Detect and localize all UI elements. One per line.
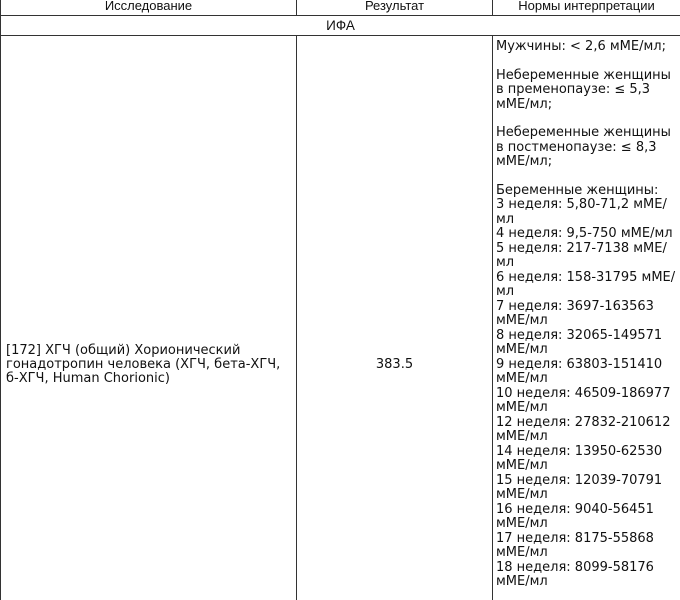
result-cell	[297, 36, 493, 600]
table-row	[1, 36, 680, 600]
pregnancy-week-item: 17 неделя: 8175-55868 мМЕ/мл	[496, 530, 654, 560]
result-value: 383.5	[375, 357, 414, 372]
pregnancy-week-item: 15 неделя: 12039-70791 мМЕ/мл	[496, 472, 663, 502]
header-norms: Нормы интерпретации	[493, 0, 680, 16]
norm-postmenopause: Небеременные женщины в постменопаузе: ≤ 8,3 мМЕ/мл;	[496, 125, 671, 169]
pregnancy-week-item: 16 неделя: 9040-56451 мМЕ/мл	[496, 501, 654, 531]
study-name: [172] ХГЧ (общий) Хорионический гонадотропин человека (ХГЧ, бета-ХГЧ, б-ХГЧ, Human Chorionic)	[6, 343, 281, 386]
pregnancy-week-item: 6 неделя: 158-31795 мМЕ/мл	[496, 269, 676, 299]
pregnancy-week-item: 4 неделя: 9,5-750 мМЕ/мл	[496, 226, 673, 241]
pregnancy-week-item: 10 неделя: 46509-186977 мМЕ/мл	[496, 385, 671, 415]
pregnancy-week-item: 18 неделя: 8099-58176 мМЕ/мл	[496, 559, 654, 589]
table-header-row	[1, 0, 680, 16]
norms-cell	[493, 36, 680, 600]
norm-premenopause: Небеременные женщины в пременопаузе: ≤ 5,3 мМЕ/мл;	[496, 67, 671, 112]
section-row	[1, 16, 680, 36]
norm-men: Мужчины: < 2,6 мМЕ/мл;	[496, 39, 666, 54]
pregnancy-week-item: 14 неделя: 13950-62530 мМЕ/мл	[496, 443, 663, 473]
section-title: ИФА	[1, 16, 680, 36]
study-cell	[1, 36, 297, 600]
pregnancy-week-item: 8 неделя: 32065-149571 мМЕ/мл	[496, 327, 663, 357]
header-result: Результат	[297, 0, 493, 16]
header-study: Исследование	[1, 0, 297, 16]
pregnancy-week-item: 3 неделя: 5,80-71,2 мМЕ/мл	[496, 197, 667, 227]
pregnancy-weeks-list	[496, 198, 678, 590]
pregnancy-week-item: 7 неделя: 3697-163563 мМЕ/мл	[496, 298, 654, 328]
norm-pregnant-title: Беременные женщины:	[496, 182, 659, 198]
pregnancy-week-item: 9 неделя: 63803-151410 мМЕ/мл	[496, 356, 663, 386]
pregnancy-week-item: 12 неделя: 27832-210612 мМЕ/мл	[496, 414, 671, 444]
pregnancy-week-item: 5 неделя: 217-7138 мМЕ/мл	[496, 240, 667, 270]
